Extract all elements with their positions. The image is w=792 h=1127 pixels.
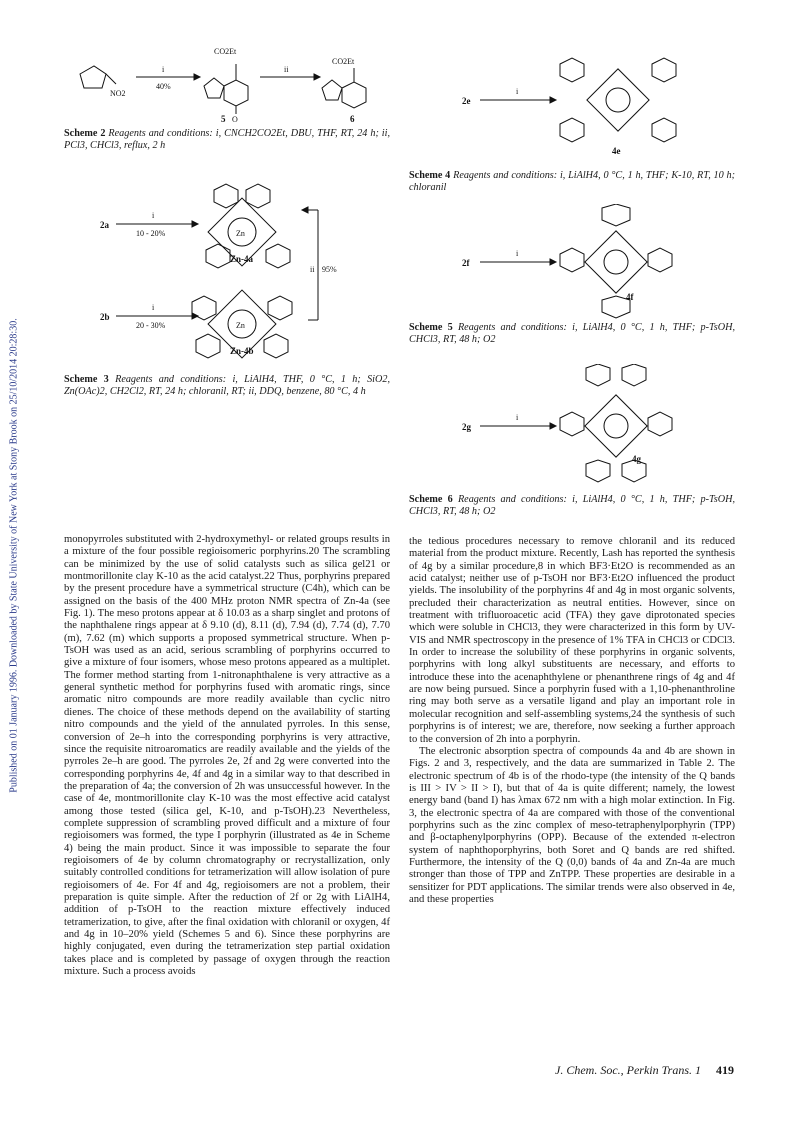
- label-2a: 2a: [100, 220, 109, 230]
- label-yield-40: 40%: [156, 82, 171, 91]
- scheme-5-caption-text: Reagents and conditions: i, LiAlH4, 0 °C, 1 h, THF; p-TsOH, CHCl3, RT, 48 h; O2: [409, 322, 735, 345]
- scheme-2-caption: [64, 128, 390, 152]
- journal-name: J. Chem. Soc., Perkin Trans. 1: [555, 1063, 701, 1077]
- compound-6-thiophene: [322, 80, 342, 100]
- label-step-ii: ii: [284, 65, 289, 74]
- label-4f: 4f: [626, 292, 634, 302]
- scheme-6-caption: [409, 494, 735, 518]
- label-zn-4b: Zn-4b: [230, 346, 254, 356]
- scheme-4-structures: [456, 46, 686, 158]
- scheme-2-caption-text: Reagents and conditions: i, CNCH2CO2Et, DBU, THF, RT, 24 h; ii, PCl3, CHCl3, reflux, 2 h: [64, 128, 391, 151]
- label-2b: 2b: [100, 312, 110, 322]
- label-yield-a: 10 - 20%: [136, 229, 166, 238]
- label-step-i: i: [516, 87, 519, 96]
- scheme-2-structures: [64, 44, 394, 124]
- label-compound-5: 5: [221, 114, 226, 124]
- label-zn-a: Zn: [236, 229, 245, 238]
- label-step-ii: ii: [310, 265, 315, 274]
- label-compound-6: 6: [350, 114, 355, 124]
- scheme-3-caption-text: Reagents and conditions: i, LiAlH4, THF, 0 °C, 1 h; SiO2, Zn(OAc)2, CH2Cl2, RT, 24 h; chloranil, RT; ii, DDQ, benzene, 80 °C, 4 h: [64, 374, 390, 397]
- right-column: [409, 536, 735, 906]
- label-no2: NO2: [110, 89, 126, 98]
- label-2g: 2g: [462, 422, 471, 432]
- label-zn-b: Zn: [236, 321, 245, 330]
- scheme-4-caption: [409, 170, 735, 194]
- label-4g: 4g: [632, 454, 641, 464]
- scheme-3-figure: [96, 170, 366, 360]
- label-yield-ii: 95%: [322, 265, 337, 274]
- label-co2et-2: CO2Et: [332, 57, 355, 66]
- scheme-6-structures: [456, 364, 686, 484]
- download-notice: [4, 180, 18, 940]
- label-step-i-b: i: [152, 303, 155, 312]
- porphyrin-4f: [560, 204, 672, 318]
- download-notice-text: Published on 01 January 1996. Downloaded by State University of New York at Stony Brook on 25/10/2014 20:28:30.: [8, 318, 20, 793]
- porphyrin-4e: [560, 58, 676, 142]
- label-step-i: i: [516, 413, 519, 422]
- scheme-4-caption-text: Reagents and conditions: i, LiAlH4, 0 °C, 1 h, THF; K-10, RT, 10 h; chloranil: [409, 170, 736, 193]
- scheme-5-caption-label: Scheme 5: [409, 322, 453, 333]
- scheme-6-caption-text: Reagents and conditions: i, LiAlH4, 0 °C, 1 h, THF; p-TsOH, CHCl3, RT, 48 h; O2: [409, 494, 735, 517]
- label-4e: 4e: [612, 146, 621, 156]
- label-oxygen: O: [232, 115, 238, 124]
- compound-5-ring: [224, 80, 248, 106]
- scheme-3-structures: [96, 170, 366, 360]
- scheme-3-caption: [64, 374, 390, 398]
- left-paragraph: monopyrroles substituted with 2-hydroxymethyl- or related groups results in a mixture of the four possible regioisomeric porphyrins.20 The scrambling can be minimized by the use of solid catalysts such as silica gel21 or montmorillonite clay K-10 as the acid catalyst.22 Thus, porphyrins prepared by the present procedure have a symmetrical structure (C4h), which can be assigned on the basis of the 400 MHz proton NMR spectra of Zn-4a (see Fig. 1). The meso protons appear at δ 10.03 as a sharp singlet and protons of the naphthalene rings appear at δ 9.10 (d), 8.11 (d), 7.94 (d), 7.74 (d), 7.70 (m), 7.62 (m) which supports a proposed symmetrical structure. When p-TsOH was used as an acid, serious scrambling of porphyrins occurred to give a mixture of four isomers, whose meso protons appeared as a multiplet. The former method starting from 1-nitronaphthalene is very attractive as a general synthetic method for porphyrins fused with aromatic rings, since aromatic nitro compounds are more readily available than cyclic nitro dienes. The choice of these methods depend on the availability of starting nitro compounds and the yield of the annulated pyrroles. In this sense, conversion of 2e–h into the corresponding porphyrins is very attractive, since the requisite nitroaromatics are readily available and the yields of the pyrroles 2e–h are good. The pyrroles 2e, 2f and 2g were converted into the corresponding porphyrins 4e, 4f and 4g in a similar way to that described in the preparation of 4a; the conversion of 2h was unsuccessful however. In the case of 4e, montmorillonite clay K-10 was the most effective acid catalyst among those tested (silica gel, K-10, and p-TsOH).23 Nevertheless, complete suppression of scrambling proved difficult and a mixture of four regioisomers was formed, the type I porphyrin (illustrated as 4e in Scheme 4) being the main product. Since it was impossible to separate the four regioisomers of 4e by column chromatography or recrystallization, only suitably controlled conditions for tetramerization will allow isolation of pure regioisomers of 4e. For 4f and 4g, regioisomers are not a problem, their preparation is quite simple. After the reduction of 2f or 2g with LiAlH4, addition of p-TsOH to the reaction mixture effectively induced tetramerization, to give, after the final oxidation with chloranil or oxygen, 4f and 4g in 10–20% yield (Schemes 5 and 6). Since these porphyrins are highly conjugated, even during the tetramerization step partial oxidation takes place and is completed by passage of oxygen through the reaction mixture. Such a process avoids: [64, 534, 390, 978]
- left-column: [64, 534, 390, 978]
- right-paragraph-1: the tedious procedures necessary to remove chloranil and its reduced material from the product mixture. Recently, Lash has reported the synthesis of 4g by a similar procedure,8 in which BF3·Et2O is recommended as an acid catalyst; neither use of p-TsOH nor BF3·Et2O influenced the product yields. The insolubility of the porphyrins 4f and 4g in most organic solvents, precluded their characterization as neutral entities. However, since on treatment with trifluoroacetic acid (TFA) they gave diprotonated species which were soluble in CHCl3, they were characterized in this form by UV-VIS and NMR spectroscopy in the presence of 1% TFA in CHCl3 or CDCl3. In order to increase the solubility of these porphyrins in organic solvents, porphyrins with long alkyl substituents are necessary, and efforts to introduce these into the acenaphthylene or phenanthrene rings of 4g and 4f are now being pursued. Since a porphyrin fused with a 1,10-phenanthroline ring may both serve as a versatile ligand and play an important role in molecular recognition and self-assembling systems,24 the synthesis of such porphyrins is of interest; we are, therefore, now seeking a further approach to the conversion of 2h into a porphyrin.: [409, 536, 735, 745]
- label-step-i: i: [516, 249, 519, 258]
- scheme-2-figure: [64, 44, 394, 124]
- label-2f: 2f: [462, 258, 470, 268]
- compound-6-ring: [342, 82, 366, 108]
- scheme-6-figure: [456, 364, 686, 484]
- scheme-6-caption-label: Scheme 6: [409, 494, 453, 505]
- scheme-4-caption-label: Scheme 4: [409, 170, 451, 181]
- scheme-4-figure: [456, 46, 686, 158]
- scheme-3-caption-label: Scheme 3: [64, 374, 109, 385]
- scheme-5-structures: [456, 204, 686, 320]
- thiophene-ring: [80, 66, 106, 88]
- porphyrin-4g: [560, 364, 672, 482]
- compound-5-thiophene: [204, 78, 224, 98]
- page-number: 419: [716, 1063, 734, 1077]
- page-footer: [484, 1063, 734, 1078]
- scheme-2-caption-label: Scheme 2: [64, 128, 106, 139]
- label-2e: 2e: [462, 96, 471, 106]
- right-paragraph-2: The electronic absorption spectra of compounds 4a and 4b are shown in Figs. 2 and 3, respectively, and the data are summarized in Table 2. The electronic spectrum of 4b is of the rhodo-type (the intensity of the Q bands is III > IV > II > I), but that of 4a is quite different; namely, the lowest energy band (band I) has λmax 672 nm with a high molar extinction. In Fig. 3, the electronic spectra of 4a are compared with those of the conventional porphyrins such as the zinc complex of meso-tetraphenylporphyrin (TPP) and β-octaphenylporphyrins (OPP). Because of the extended π-electron system of naphthoporphyrins, both Soret and Q bands are red shifted. Furthermore, the intensity of the Q (0,0) bands of 4a and Zn-4a are much stronger than those of TPP and ZnTPP. These properties are desirable in a sensitizer for PDT applications. The similar trends were also observed in 4e, and these properties: [409, 745, 735, 905]
- label-step-i-a: i: [152, 211, 155, 220]
- label-step-i: i: [162, 65, 165, 74]
- scheme-5-caption: [409, 322, 735, 346]
- scheme-5-figure: [456, 204, 686, 320]
- label-zn-4a: Zn-4a: [230, 254, 254, 264]
- label-co2et-1: CO2Et: [214, 47, 237, 56]
- label-yield-b: 20 - 30%: [136, 321, 166, 330]
